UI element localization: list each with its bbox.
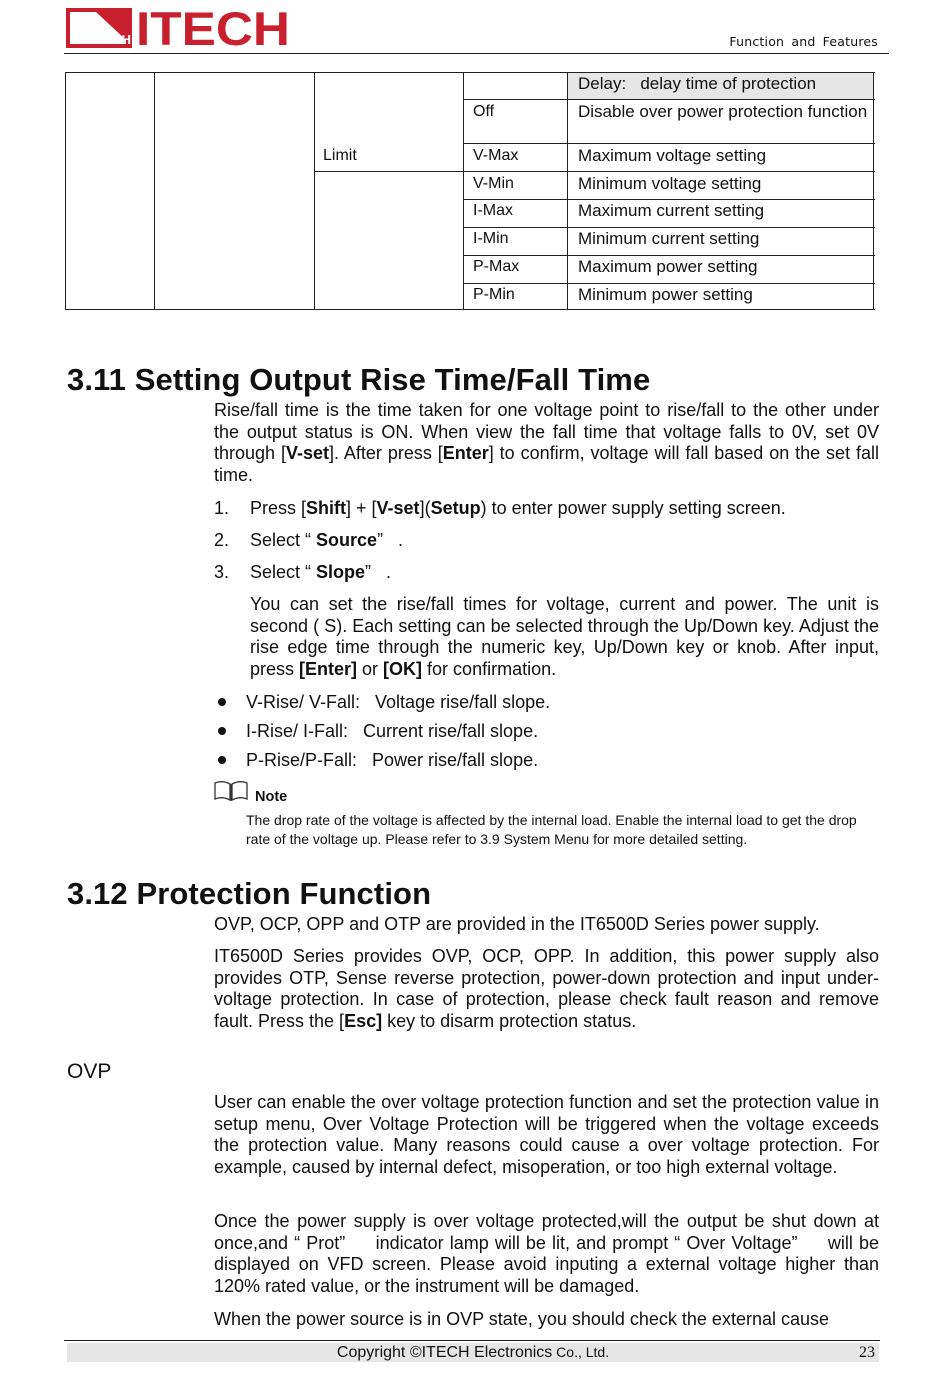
table-border-bottom	[65, 309, 875, 310]
table-row-divider	[463, 283, 875, 284]
footer-rule	[64, 1340, 880, 1341]
table-col-divider	[567, 72, 568, 310]
header-section-title: Function and Features	[729, 34, 878, 49]
table-cell: Off	[473, 103, 495, 120]
open-book-icon	[213, 780, 249, 802]
footer-copyright: Copyright ©ITECH Electronics Co., Ltd.	[336, 1344, 610, 1361]
parameter-table	[65, 72, 875, 310]
paragraph: When the power source is in OVP state, you should check the external cause	[214, 1309, 830, 1329]
table-cell: Maximum voltage setting	[578, 146, 767, 165]
table-cell: Maximum power setting	[578, 257, 758, 276]
section-heading: 3.12 Protection Function	[67, 876, 432, 911]
table-row-divider	[463, 143, 875, 144]
table-cell: V-Max	[473, 147, 519, 164]
bullet-item: I-Rise/ I-Fall: Current rise/fall slope.	[214, 720, 538, 742]
table-row-divider	[463, 99, 875, 100]
table-cell: Minimum power setting	[578, 285, 753, 304]
table-border-right	[873, 72, 874, 310]
table-border-top	[65, 72, 875, 73]
table-row-divider	[314, 171, 875, 172]
table-row-divider	[463, 199, 875, 200]
bullet-item: P-Rise/P-Fall: Power rise/fall slope.	[214, 749, 538, 771]
table-cell: Minimum voltage setting	[578, 174, 762, 193]
table-cell: Maximum current setting	[578, 201, 765, 220]
table-cell: V-Min	[473, 175, 514, 192]
header-rule	[64, 53, 889, 54]
paragraph: IT6500D Series provides OVP, OCP, OPP. In addition, this power supply also provides OTP, Sense reverse protection, power-down protection and input under-voltage protection. In case of protection, please check fault reason and remove fault. Press the [Esc] key to disarm protection status.	[214, 946, 879, 1031]
step-item: 2. Select “ Source” .	[214, 530, 404, 550]
table-col-divider	[463, 72, 464, 310]
table-row-divider	[463, 255, 875, 256]
page-number: 23	[859, 1344, 875, 1361]
paragraph: OVP, OCP, OPP and OTP are provided in the IT6500D Series power supply.	[214, 914, 820, 934]
table-cell: I-Min	[473, 230, 509, 247]
step-detail: You can set the rise/fall times for voltage, current and power. The unit is second ( S). Each setting can be selected through the Up/Down key. Adjust the rise edge time through the numeric key, Up/Down key or knob. After input, press [Enter] or [OK] for confirmation.	[250, 594, 879, 679]
table-cell: Disable over power protection function	[578, 102, 868, 121]
table-row-divider	[463, 227, 875, 228]
bullet-item: V-Rise/ V-Fall: Voltage rise/fall slope.	[214, 691, 550, 713]
logo-wordmark: ITECH	[136, 8, 290, 48]
table-cell: I-Max	[473, 202, 513, 219]
paragraph: Once the power supply is over voltage protected,will the output be shut down at once,and “ Prot” indicator lamp will be lit, and prompt “ Over Voltage” will be displayed on VFD screen. Please avoid inputing a external voltage higher than 120% rated value, or the instrument will be damaged.	[214, 1211, 879, 1296]
note-text: The drop rate of the voltage is affected by the internal load. Enable the internal load to get the drop rate of the voltage up. Please refer to 3.9 System Menu for more detailed setting.	[246, 812, 857, 847]
table-col-divider	[154, 72, 155, 310]
bullet-dot-icon	[218, 698, 226, 706]
footer	[67, 1343, 879, 1362]
paragraph: User can enable the over voltage protection function and set the protection value in setup menu, Over Voltage Protection will be triggered when the voltage exceeds the protection value. Many reasons could cause a over voltage protection. For example, caused by internal defect, misoperation, or too high external voltage.	[214, 1092, 879, 1177]
note-label: Note	[255, 789, 288, 805]
table-cell: P-Min	[473, 286, 515, 303]
table-cell: Minimum current setting	[578, 229, 760, 248]
step-item: 1. Press [Shift] + [V-set](Setup) to enter power supply setting screen.	[214, 498, 786, 518]
logo-badge: ITECH	[92, 32, 131, 47]
subsection-label: OVP	[67, 1060, 112, 1083]
section-heading: 3.11 Setting Output Rise Time/Fall Time	[67, 362, 651, 397]
itech-logo	[66, 8, 292, 48]
table-col-divider	[314, 72, 315, 310]
bullet-dot-icon	[218, 756, 226, 764]
table-border-left	[65, 72, 66, 310]
table-cell: Delay: delay time of protection	[578, 74, 817, 93]
step-item: 3. Select “ Slope” .	[214, 562, 392, 582]
table-cell: P-Max	[473, 258, 520, 275]
section-intro: Rise/fall time is the time taken for one voltage point to rise/fall to the other under the output status is ON. When view the fall time that voltage falls to 0V, set 0V through [V-set]. After press [Enter] to confirm, voltage will fall based on the set fall time.	[214, 400, 879, 485]
bullet-dot-icon	[218, 727, 226, 735]
table-cell: Limit	[323, 147, 357, 164]
